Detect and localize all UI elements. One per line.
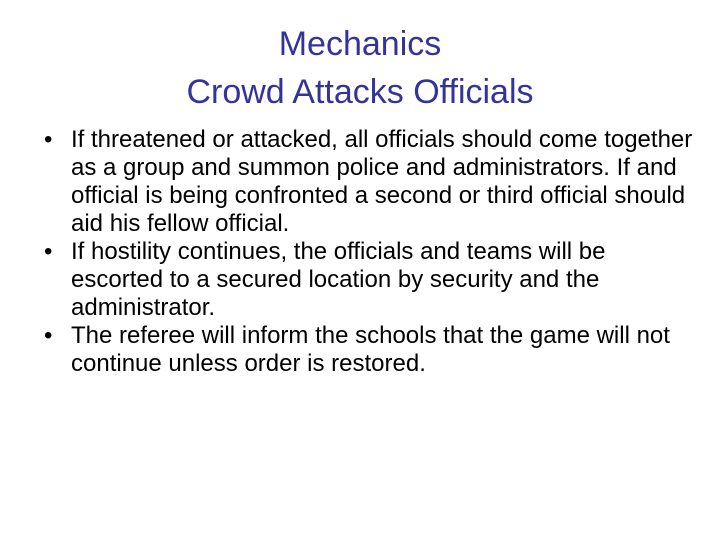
bullet-dot-icon: • xyxy=(44,126,53,153)
slide-title xyxy=(0,20,720,116)
bullet-list xyxy=(44,126,694,378)
bullet-item-1 xyxy=(44,126,694,238)
title-line-1: Mechanics xyxy=(278,25,442,63)
bullet-item-2 xyxy=(44,238,694,322)
bullet-text-2: If hostility continues, the officials and teams will be escorted to a secured location by security and the administrator. xyxy=(71,238,606,321)
title-line-2: Crowd Attacks Officials xyxy=(186,73,534,111)
bullet-item-3 xyxy=(44,322,694,378)
bullet-dot-icon: • xyxy=(44,238,53,265)
bullet-text-3: The referee will inform the schools that the game will not continue unless order is restored. xyxy=(71,322,670,377)
bullet-text-1: If threatened or attacked, all officials should come together as a group and summon police and administrators. If and official is being confronted a second or third official should aid his fellow official. xyxy=(71,126,693,237)
bullet-dot-icon: • xyxy=(44,322,53,349)
